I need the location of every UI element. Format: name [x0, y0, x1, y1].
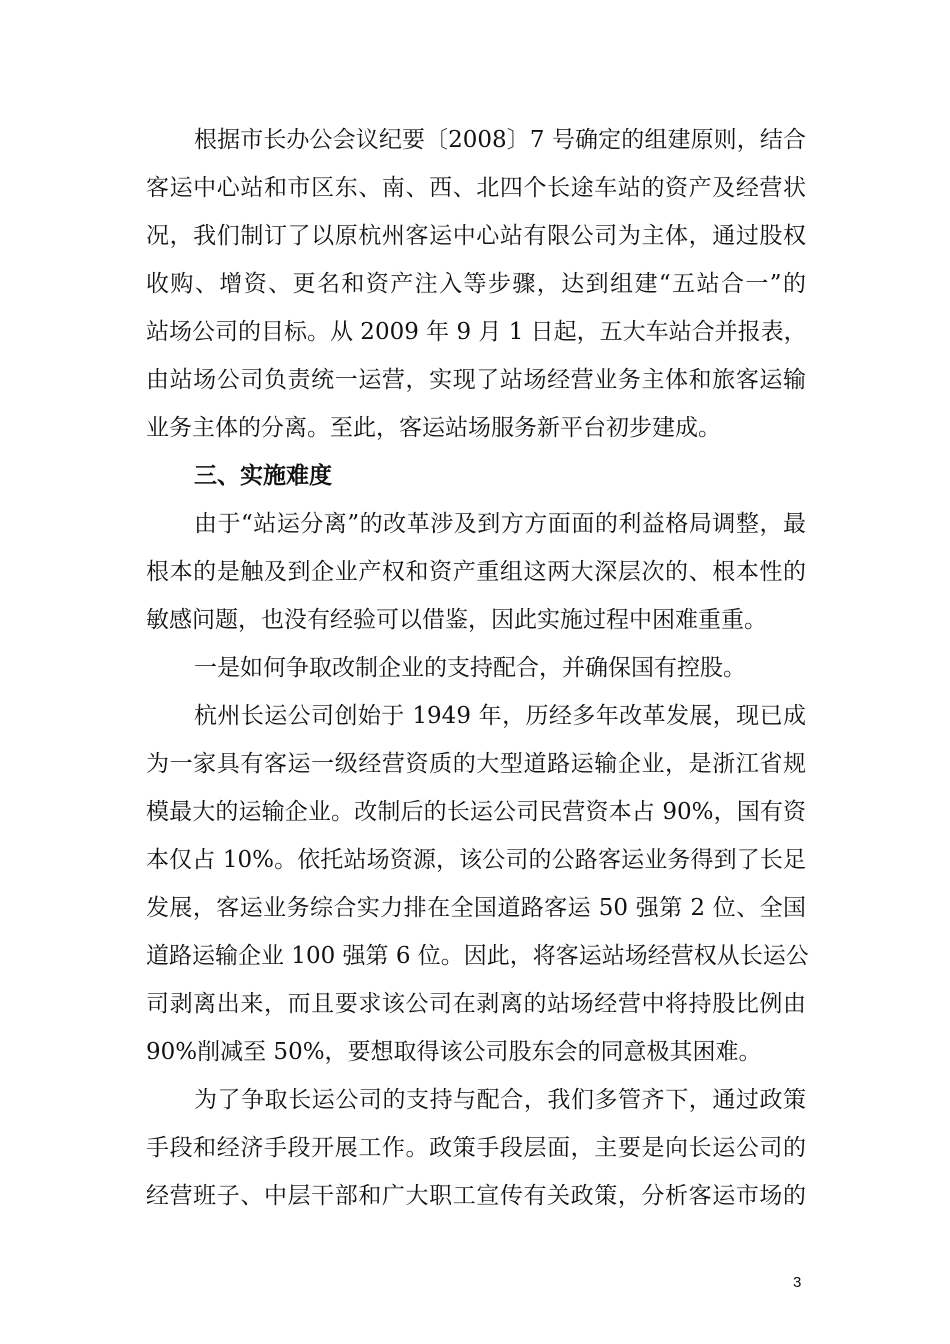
paragraph-3-line-8: 90%削减至 50%，要想取得该公司股东会的同意极其困难。 [146, 1039, 762, 1065]
paragraph-1-line-4: 收购、增资、更名和资产注入等步骤，达到组建“五站合一”的 [146, 271, 806, 297]
paragraph-1-line-2: 客运中心站和市区东、南、西、北四个长途车站的资产及经营状 [146, 175, 806, 201]
paragraph-4-line-2: 手段和经济手段开展工作。政策手段层面，主要是向长运公司的 [146, 1135, 806, 1161]
paragraph-4-line-1: 为了争取长运公司的支持与配合，我们多管齐下，通过政策 [194, 1087, 806, 1113]
paragraph-3-line-4: 本仅占 10%。依托站场资源，该公司的公路客运业务得到了长足 [146, 847, 806, 873]
paragraph-2-line-2: 根本的是触及到企业产权和资产重组这两大深层次的、根本性的 [146, 559, 806, 585]
paragraph-1-line-6: 由站场公司负责统一运营，实现了站场经营业务主体和旅客运输 [146, 367, 806, 393]
paragraph-3-line-2: 为一家具有客运一级经营资质的大型道路运输企业，是浙江省规 [146, 751, 806, 777]
section-heading: 三、实施难度 [194, 462, 332, 489]
paragraph-3-line-3: 模最大的运输企业。改制后的长运公司民营资本占 90%，国有资 [146, 799, 806, 825]
paragraph-2-line-1: 由于“站运分离”的改革涉及到方方面面的利益格局调整，最 [194, 511, 806, 537]
paragraph-1-line-1: 根据市长办公会议纪要〔2008〕7 号确定的组建原则，结合 [194, 127, 806, 153]
paragraph-1-line-3: 况，我们制订了以原杭州客运中心站有限公司为主体，通过股权 [146, 223, 806, 249]
paragraph-1-line-7: 业务主体的分离。至此，客运站场服务新平台初步建成。 [146, 415, 721, 441]
subheading: 一是如何争取改制企业的支持配合，并确保国有控股。 [194, 655, 746, 681]
paragraph-4-line-3: 经营班子、中层干部和广大职工宣传有关政策，分析客运市场的 [146, 1183, 806, 1209]
paragraph-1-line-5: 站场公司的目标。从 2009 年 9 月 1 日起，五大车站合并报表， [146, 319, 807, 345]
paragraph-3-line-5: 发展，客运业务综合实力排在全国道路客运 50 强第 2 位、全国 [146, 895, 806, 921]
page-number: 3 [793, 1274, 802, 1291]
paragraph-3-line-1: 杭州长运公司创始于 1949 年，历经多年改革发展，现已成 [194, 703, 806, 729]
paragraph-2-line-3: 敏感问题，也没有经验可以借鉴，因此实施过程中困难重重。 [146, 607, 767, 633]
paragraph-3-line-7: 司剥离出来，而且要求该公司在剥离的站场经营中将持股比例由 [146, 991, 806, 1017]
paragraph-3-line-6: 道路运输企业 100 强第 6 位。因此，将客运站场经营权从长运公 [146, 943, 809, 969]
